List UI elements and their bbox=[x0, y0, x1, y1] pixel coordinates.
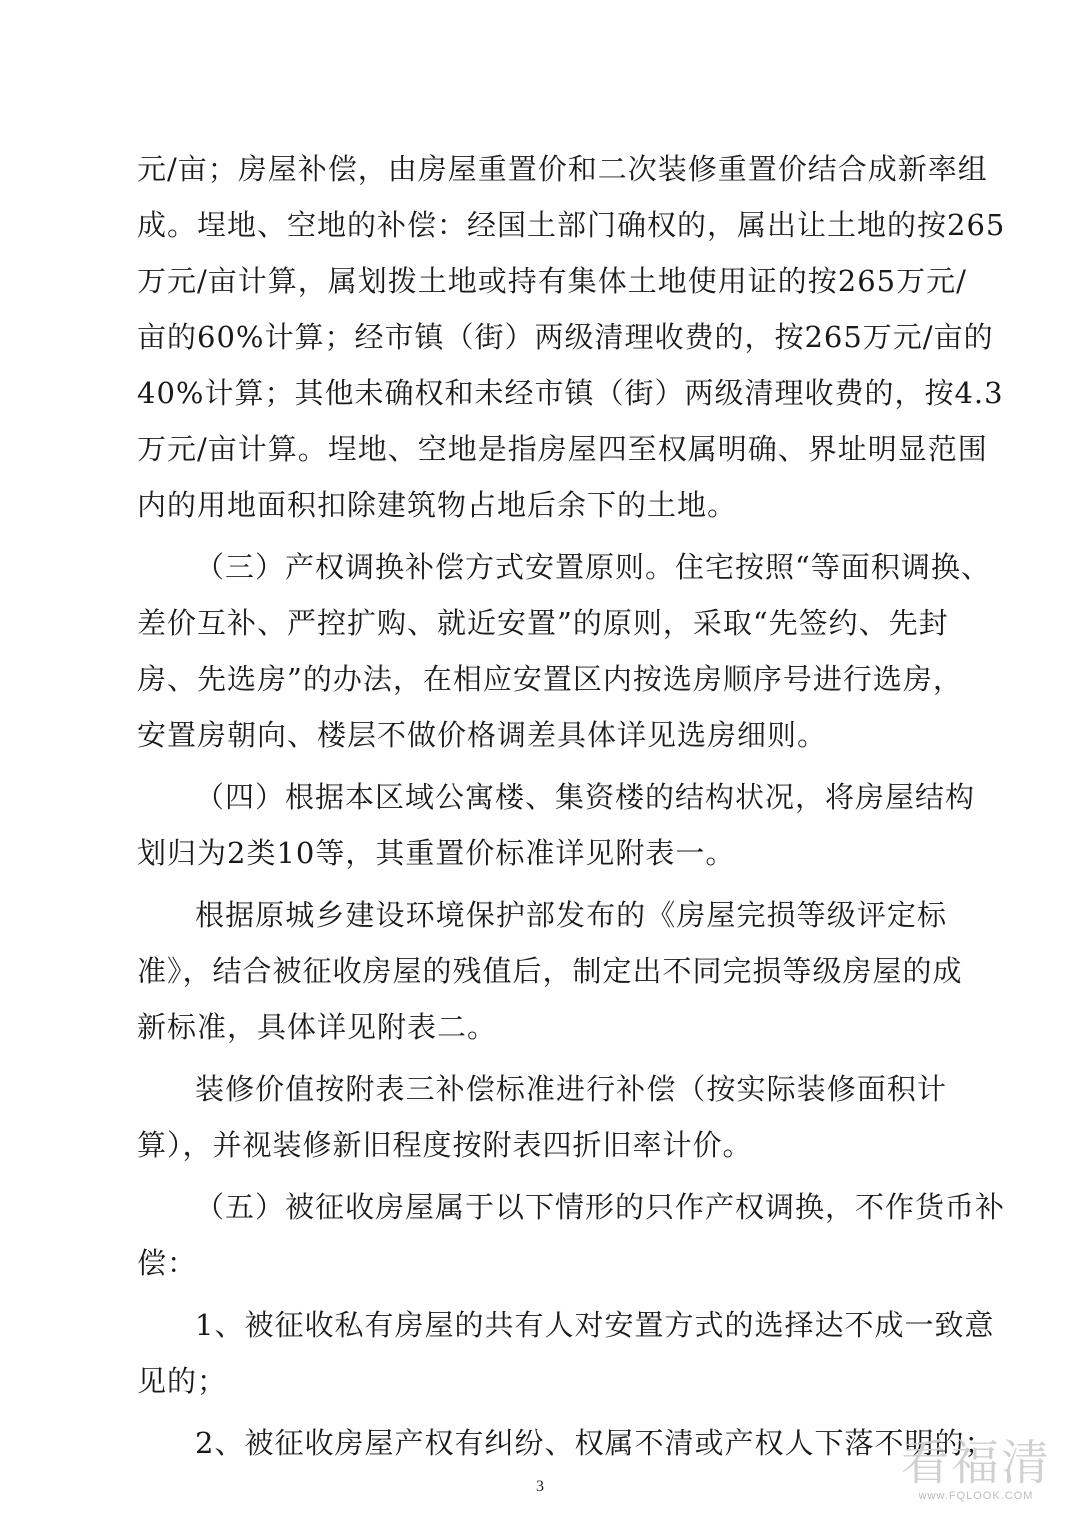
text-line: 成。埕地、空地的补偿：经国土部门确权的，属出让土地的按265 bbox=[137, 208, 1006, 242]
watermark bbox=[896, 1436, 1056, 1502]
text-line: 40%计算；其他未确权和未经市镇（街）两级清理收费的，按4.3 bbox=[137, 376, 1004, 410]
text-line: 万元/亩计算。埕地、空地是指房屋四至权属明确、界址明显范围 bbox=[137, 432, 988, 466]
list-item-1: 1、被征收私有房屋的共有人对安置方式的选择达不成一致意 bbox=[195, 1308, 995, 1342]
text-line: 新标准，具体详见附表二。 bbox=[137, 1010, 498, 1044]
paragraph-heading-3: （三）产权调换补偿方式安置原则。住宅按照“等面积调换、 bbox=[195, 550, 991, 584]
text-line: 划归为2类10等，其重置价标准详见附表一。 bbox=[137, 836, 736, 870]
text-line: 差价互补、严控扩购、就近安置”的原则，采取“先签约、先封 bbox=[137, 606, 949, 640]
text-line: 算），并视装修新旧程度按附表四折旧率计价。 bbox=[137, 1128, 753, 1162]
text-line: 亩的60%计算；经市镇（街）两级清理收费的，按265万元/亩的 bbox=[137, 320, 994, 354]
text-line: 偿： bbox=[137, 1246, 198, 1280]
watermark-logo: 看福清 bbox=[900, 1435, 1051, 1491]
paragraph-heading-4: （四）根据本区域公寓楼、集资楼的结构状况，将房屋结构 bbox=[195, 780, 976, 814]
list-item-2: 2、被征收房屋产权有纠纷、权属不清或产权人下落不明的； bbox=[195, 1426, 995, 1460]
text-line: 见的； bbox=[137, 1364, 228, 1398]
text-line: 万元/亩计算，属划拨土地或持有集体土地使用证的按265万元/ bbox=[137, 264, 967, 298]
paragraph-heading-5: （五）被征收房屋属于以下情形的只作产权调换，不作货币补 bbox=[195, 1190, 1006, 1224]
text-line: 房、先选房”的办法，在相应安置区内按选房顺序号进行选房， bbox=[137, 662, 963, 696]
text-line: 准》，结合被征收房屋的残值后，制定出不同完损等级房屋的成 bbox=[137, 954, 963, 988]
watermark-url: www.FQLOOK.COM bbox=[918, 1490, 1034, 1502]
page-number: 3 bbox=[536, 1478, 544, 1495]
text-line: 安置房朝向、楼层不做价格调差具体详见选房细则。 bbox=[137, 718, 828, 752]
text-line: 根据原城乡建设环境保护部发布的《房屋完损等级评定标 bbox=[195, 898, 947, 932]
text-line: 内的用地面积扣除建筑物占地后余下的土地。 bbox=[137, 488, 738, 522]
text-line: 装修价值按附表三补偿标准进行补偿（按实际装修面积计 bbox=[195, 1072, 947, 1106]
text-line: 元/亩；房屋补偿，由房屋重置价和二次装修重置价结合成新率组 bbox=[137, 152, 988, 186]
